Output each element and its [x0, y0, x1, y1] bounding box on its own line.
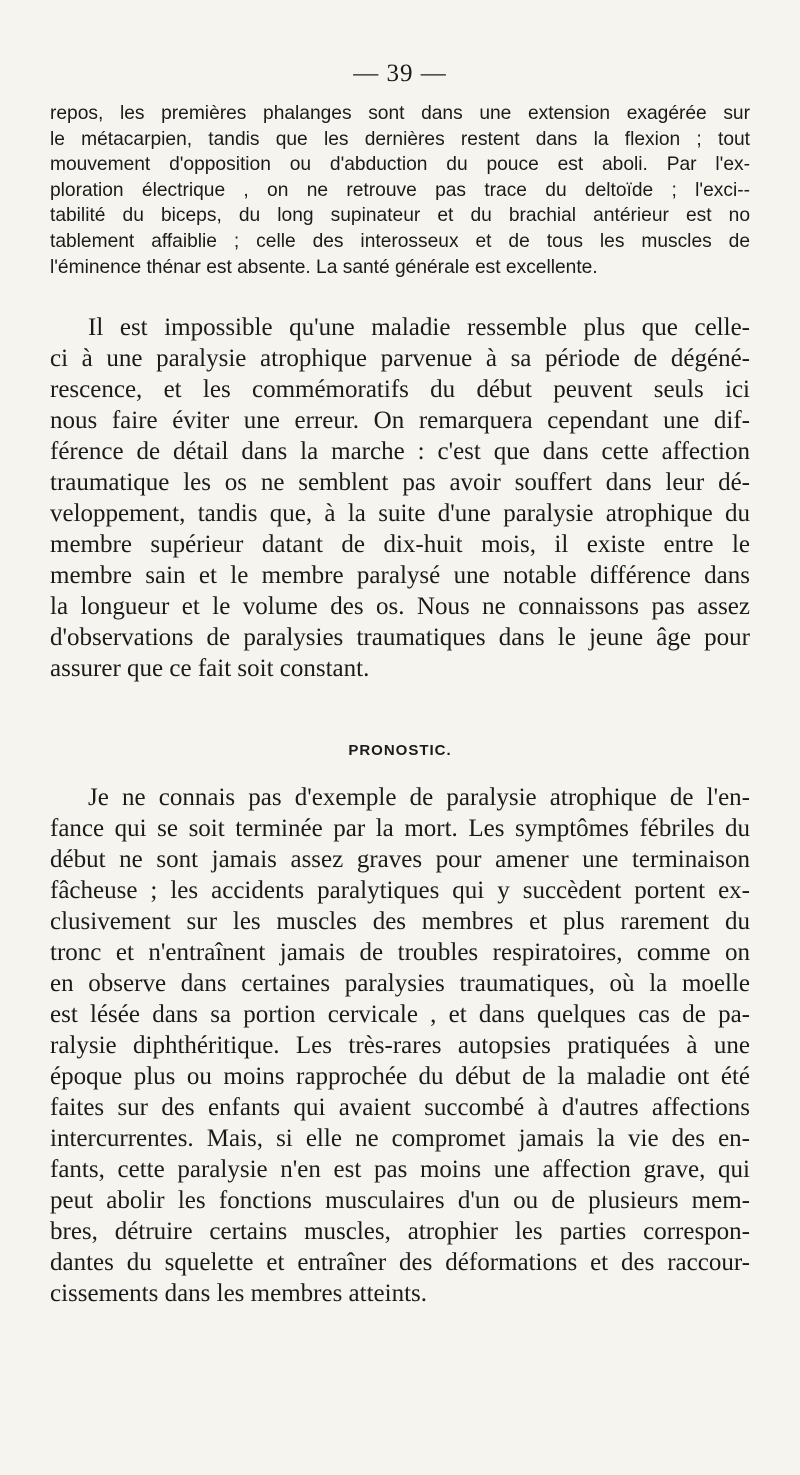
page-number: — 39 —	[353, 60, 447, 87]
text-line: membre sain et le membre paralysé une notable différence dans	[50, 562, 750, 589]
text-line: veloppement, tandis que, à la suite d'une paralysie atrophique du	[50, 500, 750, 527]
text-line: fâcheuse ; les accidents paralytiques qui y succèdent portent ex-	[50, 877, 750, 904]
text-line: en observe dans certaines paralysies traumatiques, où la moelle	[50, 970, 750, 997]
text-line: intercurrentes. Mais, si elle ne compromet jamais la vie des en-	[50, 1125, 750, 1152]
text-line: ralysie diphthéritique. Les très-rares autopsies pratiquées à une	[50, 1032, 750, 1059]
text-line: clusivement sur les muscles des membres et plus rarement du	[50, 908, 750, 935]
paragraph-1	[50, 101, 750, 280]
text-line: tablement affaiblie ; celle des interosseux et de tous les muscles de	[50, 230, 750, 252]
text-line: traumatique les os ne semblent pas avoir souffert dans leur dé-	[50, 469, 750, 496]
text-line: repos, les premières phalanges sont dans une extension exagérée sur	[50, 103, 750, 124]
text-line: d'observations de paralysies traumatiques dans le jeune âge pour	[50, 624, 750, 651]
text-line: ploration électrique , on ne retrouve pas trace du deltoïde ; l'exci--	[50, 179, 750, 201]
text-line: Il est impossible qu'une maladie ressemble plus que celle-	[88, 314, 750, 341]
text-line: tronc et n'entraînent jamais de troubles respiratoires, comme on	[50, 939, 750, 966]
text-line: début ne sont jamais assez graves pour amener une terminaison	[50, 846, 750, 873]
text-line: fance qui se soit terminée par la mort. Les symptômes fébriles du	[50, 815, 750, 842]
text-line: tabilité du biceps, du long supinateur et du brachial antérieur est no	[50, 205, 750, 227]
text-line: est lésée dans sa portion cervicale , et dans quelques cas de pa-	[50, 1001, 750, 1028]
text-line: cissements dans les membres atteints.	[50, 1280, 428, 1307]
text-line: dantes du squelette et entraîner des déformations et des raccour-	[50, 1249, 750, 1276]
text-line: peut abolir les fonctions musculaires d'un ou de plusieurs mem-	[50, 1187, 750, 1214]
text-line: la longueur et le volume des os. Nous ne connaissons pas assez	[50, 593, 750, 620]
text-line: ci à une paralysie atrophique parvenue à sa période de dégéné-	[50, 345, 750, 372]
text-line: le métacarpien, tandis que les dernières restent dans la flexion ; tout	[50, 128, 750, 150]
text-line: bres, détruire certains muscles, atrophier les parties correspon-	[50, 1218, 750, 1245]
text-line: rescence, et les commémoratifs du début peuvent seuls ici	[50, 376, 750, 403]
paragraph-2	[50, 312, 750, 684]
section-heading: PRONOSTIC.	[348, 742, 452, 759]
text-line: fants, cette paralysie n'en est pas moins une affection grave, qui	[50, 1156, 750, 1183]
text-line: membre supérieur datant de dix-huit mois, il existe entre le	[50, 531, 750, 558]
text-line: férence de détail dans la marche : c'est que dans cette affection	[50, 438, 750, 465]
text-line: Je ne connais pas d'exemple de paralysie atrophique de l'en-	[88, 784, 750, 811]
paragraph-3	[50, 782, 750, 1309]
text-line: l'éminence thénar est absente. La santé générale est excellente.	[50, 256, 598, 278]
text-line: faites sur des enfants qui avaient succombé à d'autres affections	[50, 1094, 750, 1121]
text-line: époque plus ou moins rapprochée du début de la maladie ont été	[50, 1063, 750, 1090]
text-line: nous faire éviter une erreur. On remarquera cependant une dif-	[50, 407, 750, 434]
text-line: assurer que ce fait soit constant.	[50, 655, 370, 682]
text-line: mouvement d'opposition ou d'abduction du pouce est aboli. Par l'ex-	[50, 154, 750, 176]
